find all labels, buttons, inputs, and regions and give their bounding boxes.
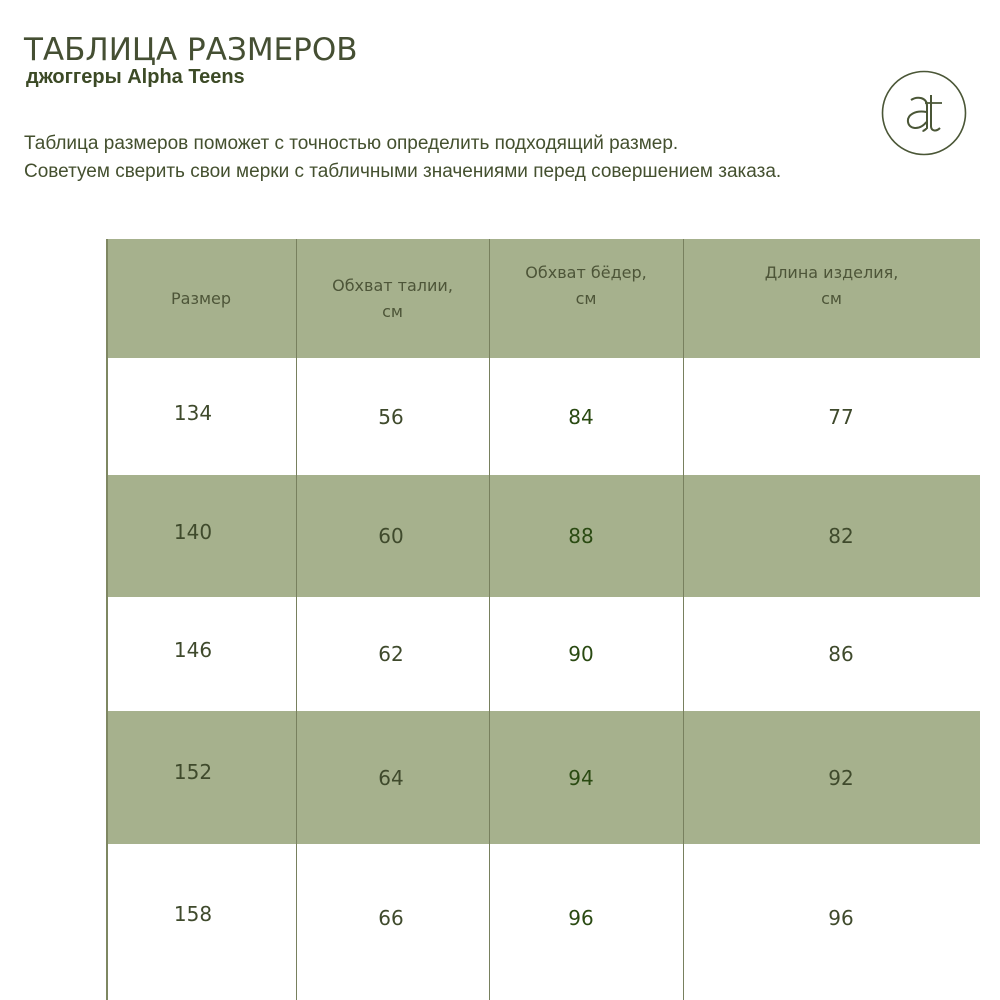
cell-hips: 88 — [568, 524, 594, 548]
intro-line-2: Советуем сверить свои мерки с табличными значениями перед совершением заказа. — [24, 161, 782, 182]
cell-hips: 96 — [568, 906, 594, 930]
column-header-length-label: Длина изделия, — [764, 262, 899, 282]
column-header-length-unit: см — [821, 288, 842, 308]
column-header-hips-label: Обхват бёдер, — [525, 262, 647, 282]
column-header-waist-label: Обхват талии, — [332, 275, 453, 295]
column-header-size — [106, 239, 296, 358]
cell-length: 86 — [828, 642, 854, 666]
cell-length: 77 — [828, 404, 854, 429]
cell-size: 146 — [173, 638, 213, 662]
cell-size: 140 — [173, 520, 213, 544]
table-row — [106, 711, 980, 844]
table-header-row — [106, 239, 980, 358]
cell-waist: 62 — [378, 642, 404, 666]
table-column-divider — [296, 239, 297, 1000]
cell-waist: 66 — [378, 906, 404, 930]
column-header-waist — [296, 239, 489, 358]
product-subtitle: джоггеры Alpha Teens — [26, 66, 245, 88]
cell-length: 96 — [828, 906, 854, 930]
intro-line-1: Таблица размеров поможет с точностью определить подходящий размер. — [24, 133, 679, 154]
cell-size: 134 — [173, 400, 213, 425]
column-header-size-label: Размер — [170, 288, 232, 308]
table-row — [106, 475, 980, 597]
table-row — [106, 597, 980, 711]
cell-length: 82 — [828, 524, 854, 548]
column-header-hips — [489, 239, 683, 358]
table-row — [106, 358, 980, 475]
cell-waist: 60 — [378, 524, 404, 548]
cell-hips: 84 — [568, 404, 594, 429]
size-table — [106, 239, 980, 1000]
cell-waist: 56 — [378, 404, 404, 429]
table-column-divider — [489, 239, 490, 1000]
cell-size: 152 — [173, 759, 213, 784]
page-title: ТАБЛИЦА РАЗМЕРОВ — [24, 32, 358, 68]
table-row — [106, 844, 980, 1000]
column-header-hips-unit: см — [575, 288, 597, 308]
cell-waist: 64 — [378, 765, 404, 790]
cell-size: 158 — [173, 902, 213, 926]
cell-hips: 94 — [568, 765, 594, 790]
column-header-length — [683, 239, 980, 358]
cell-hips: 90 — [568, 642, 594, 666]
column-header-waist-unit: см — [382, 301, 403, 321]
table-column-divider — [106, 239, 108, 1000]
cell-length: 92 — [828, 765, 854, 790]
intro-text — [24, 130, 984, 186]
table-column-divider — [683, 239, 684, 1000]
